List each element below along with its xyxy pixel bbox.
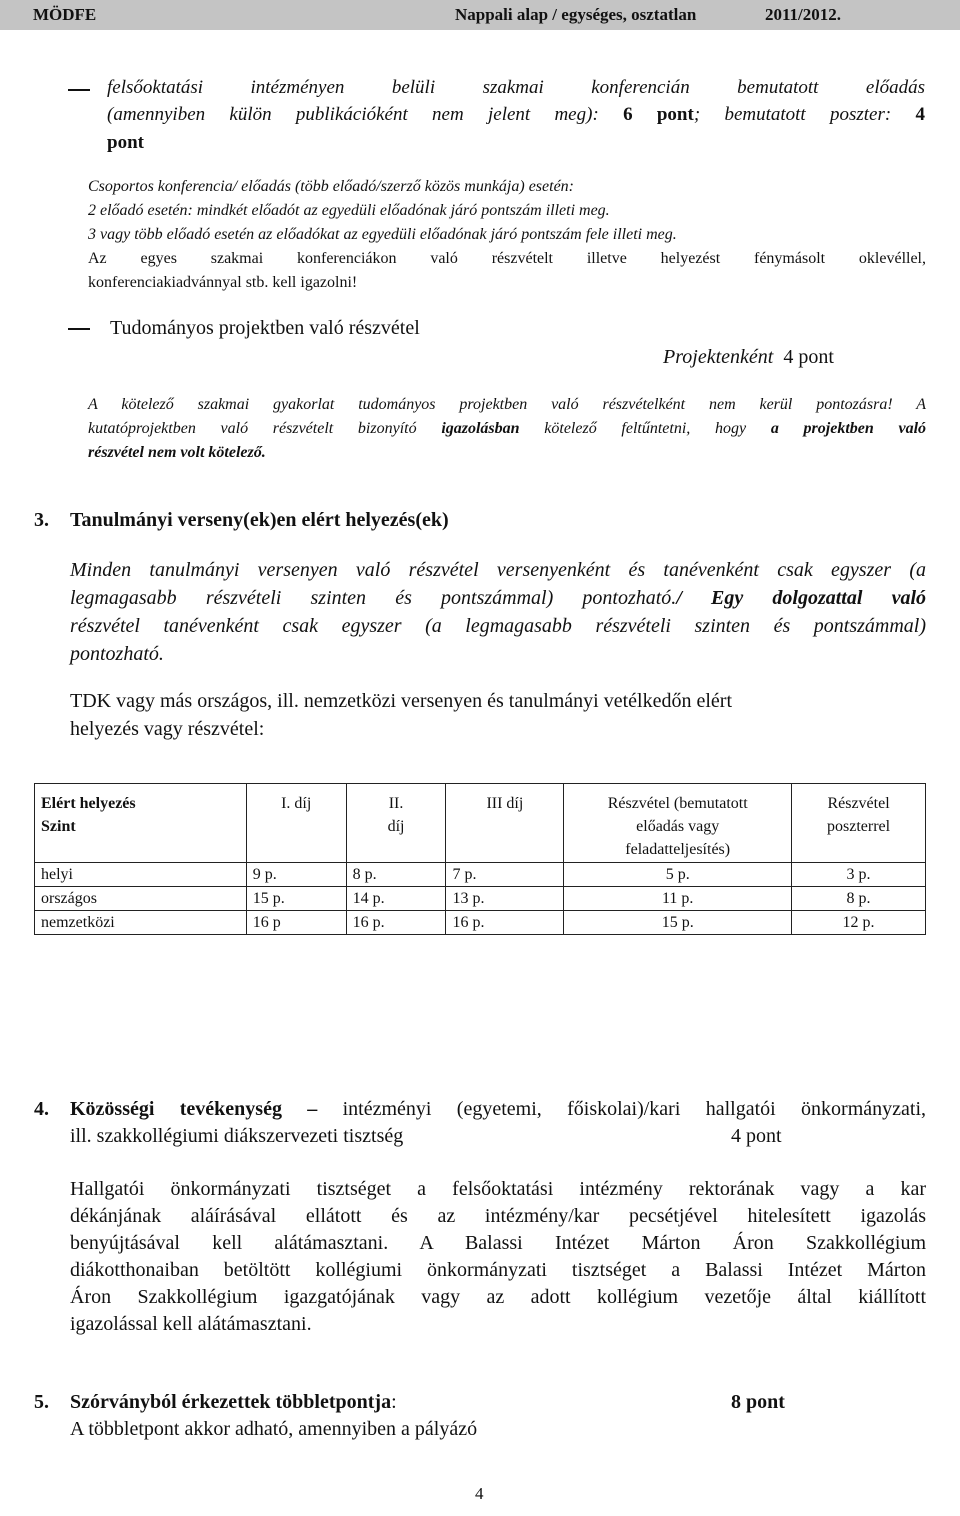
conference-line2: (amennyiben külön publikációként nem jelent meg): 6 pont; bemutatott poszter: 4 <box>107 104 926 125</box>
section4-title-line2: ill. szakkollégiumi diákszervezeti tisztség <box>70 1125 404 1147</box>
group-line1: Csoportos konferencia/ előadás (több előadó/szerző közös munkája) esetén: <box>88 178 575 195</box>
conference-line3: pont <box>107 132 144 153</box>
group-line2: 2 előadó esetén: mindkét előadót az egyedüli előadónak járó pontszám illeti meg. <box>88 202 610 219</box>
proof-line2: konferenciakiadvánnyal stb. kell igazolni! <box>88 274 358 291</box>
project-points: Projektenként 4 pont <box>663 346 834 368</box>
section4-body-line3: benyújtásával kell alátámasztani. A Balassi Intézet Márton Áron Szakkollégium <box>70 1232 926 1254</box>
section3-number: 3. <box>34 509 49 531</box>
section4-body-line5: Áron Szakkollégium igazgatójának vagy az adott kollégium vezetője által kiállított <box>70 1286 926 1308</box>
results-table <box>34 783 926 935</box>
header-cell: Részvétel poszterrel <box>792 784 926 863</box>
section3-p3: részvétel tanévenként csak egyszer (a legmagasabb részvételi szinten és pontszámmal) <box>70 615 926 637</box>
page-header <box>0 0 960 30</box>
header-cell: III díj <box>446 784 564 863</box>
section5-line2: A többletpont akkor adható, amennyiben a pályázó <box>70 1418 478 1440</box>
header-center: Nappali alap / egységes, osztatlan <box>455 5 697 24</box>
header-cell: Elért helyezés Szint <box>35 784 247 863</box>
table-row: helyi 9 p. 8 p. 7 p. 5 p. 3 p. <box>35 863 926 887</box>
page-number: 4 <box>475 1484 484 1503</box>
header-cell: Részvétel (bemutatott előadás vagy feladatteljesítés) <box>564 784 792 863</box>
project-note-line1: A kötelező szakmai gyakorlat tudományos projektben való részvételként nem kerül pontozásra! A <box>88 396 926 413</box>
section4-body-line6: igazolással kell alátámasztani. <box>70 1313 312 1335</box>
project-note-line3: részvétel nem volt kötelező. <box>88 444 266 461</box>
table-row: országos 15 p. 14 p. 13 p. 11 p. 8 p. <box>35 887 926 911</box>
section5-title: Szórványból érkezettek többletpontja: <box>70 1391 397 1413</box>
header-left: MÖDFE <box>33 5 97 24</box>
header-cell: I. díj <box>246 784 346 863</box>
section4-number: 4. <box>34 1098 49 1120</box>
bullet-dash <box>68 328 90 330</box>
tdk-line1: TDK vagy más országos, ill. nemzetközi versenyen és tanulmányi vetélkedőn elért <box>70 690 733 712</box>
section3-p1: Minden tanulmányi versenyen való részvétel versenyenként és tanévenként csak egyszer (a <box>70 559 926 581</box>
section5-points: 8 pont <box>731 1391 785 1413</box>
section3-p4: pontozható. <box>70 643 164 665</box>
project-note-line2: kutatóprojektben való részvételt bizonyító igazolásban kötelező feltűntetni, hogy a projektben való <box>88 420 927 437</box>
section5-number: 5. <box>34 1391 49 1413</box>
proof-line1: Az egyes szakmai konferenciákon való részvételt illetve helyezést fénymásolt oklevéllel, <box>88 250 926 267</box>
header-right: 2011/2012. <box>765 5 842 24</box>
project-title: Tudományos projektben való részvétel <box>110 317 420 339</box>
bullet-dash <box>68 89 90 91</box>
section3-title: Tanulmányi verseny(ek)en elért helyezés(ek) <box>70 509 449 531</box>
section4-title-line1: Közösségi tevékenység – intézményi (egyetemi, főiskolai)/kari hallgatói önkormányzati, <box>70 1098 926 1120</box>
section4-points: 4 pont <box>731 1125 782 1147</box>
table-header-row <box>35 784 926 863</box>
table-row: nemzetközi 16 p 16 p. 16 p. 15 p. 12 p. <box>35 911 926 935</box>
section3-p2: legmagasabb részvételi szinten és pontszámmal) pontozható./ Egy dolgozattal való <box>70 587 926 609</box>
section4-body-line2: dékánjának aláírásával ellátott és az intézmény/kar pecsétjével hitelesített igazolás <box>70 1205 926 1227</box>
section4-body-line1: Hallgatói önkormányzati tisztséget a felsőoktatási intézmény rektorának vagy a kar <box>70 1178 926 1200</box>
group-line3: 3 vagy több előadó esetén az előadókat az egyedüli előadónak járó pontszám fele illeti meg. <box>88 226 677 243</box>
section4-body-line4: diákotthonaiban betöltött kollégiumi önkormányzati tisztséget a Balassi Intézet Márton <box>70 1259 926 1281</box>
conference-line1: felsőoktatási intézményen belüli szakmai konferencián bemutatott előadás <box>107 77 925 98</box>
tdk-line2: helyezés vagy részvétel: <box>70 718 265 740</box>
header-cell: II. díj <box>346 784 446 863</box>
